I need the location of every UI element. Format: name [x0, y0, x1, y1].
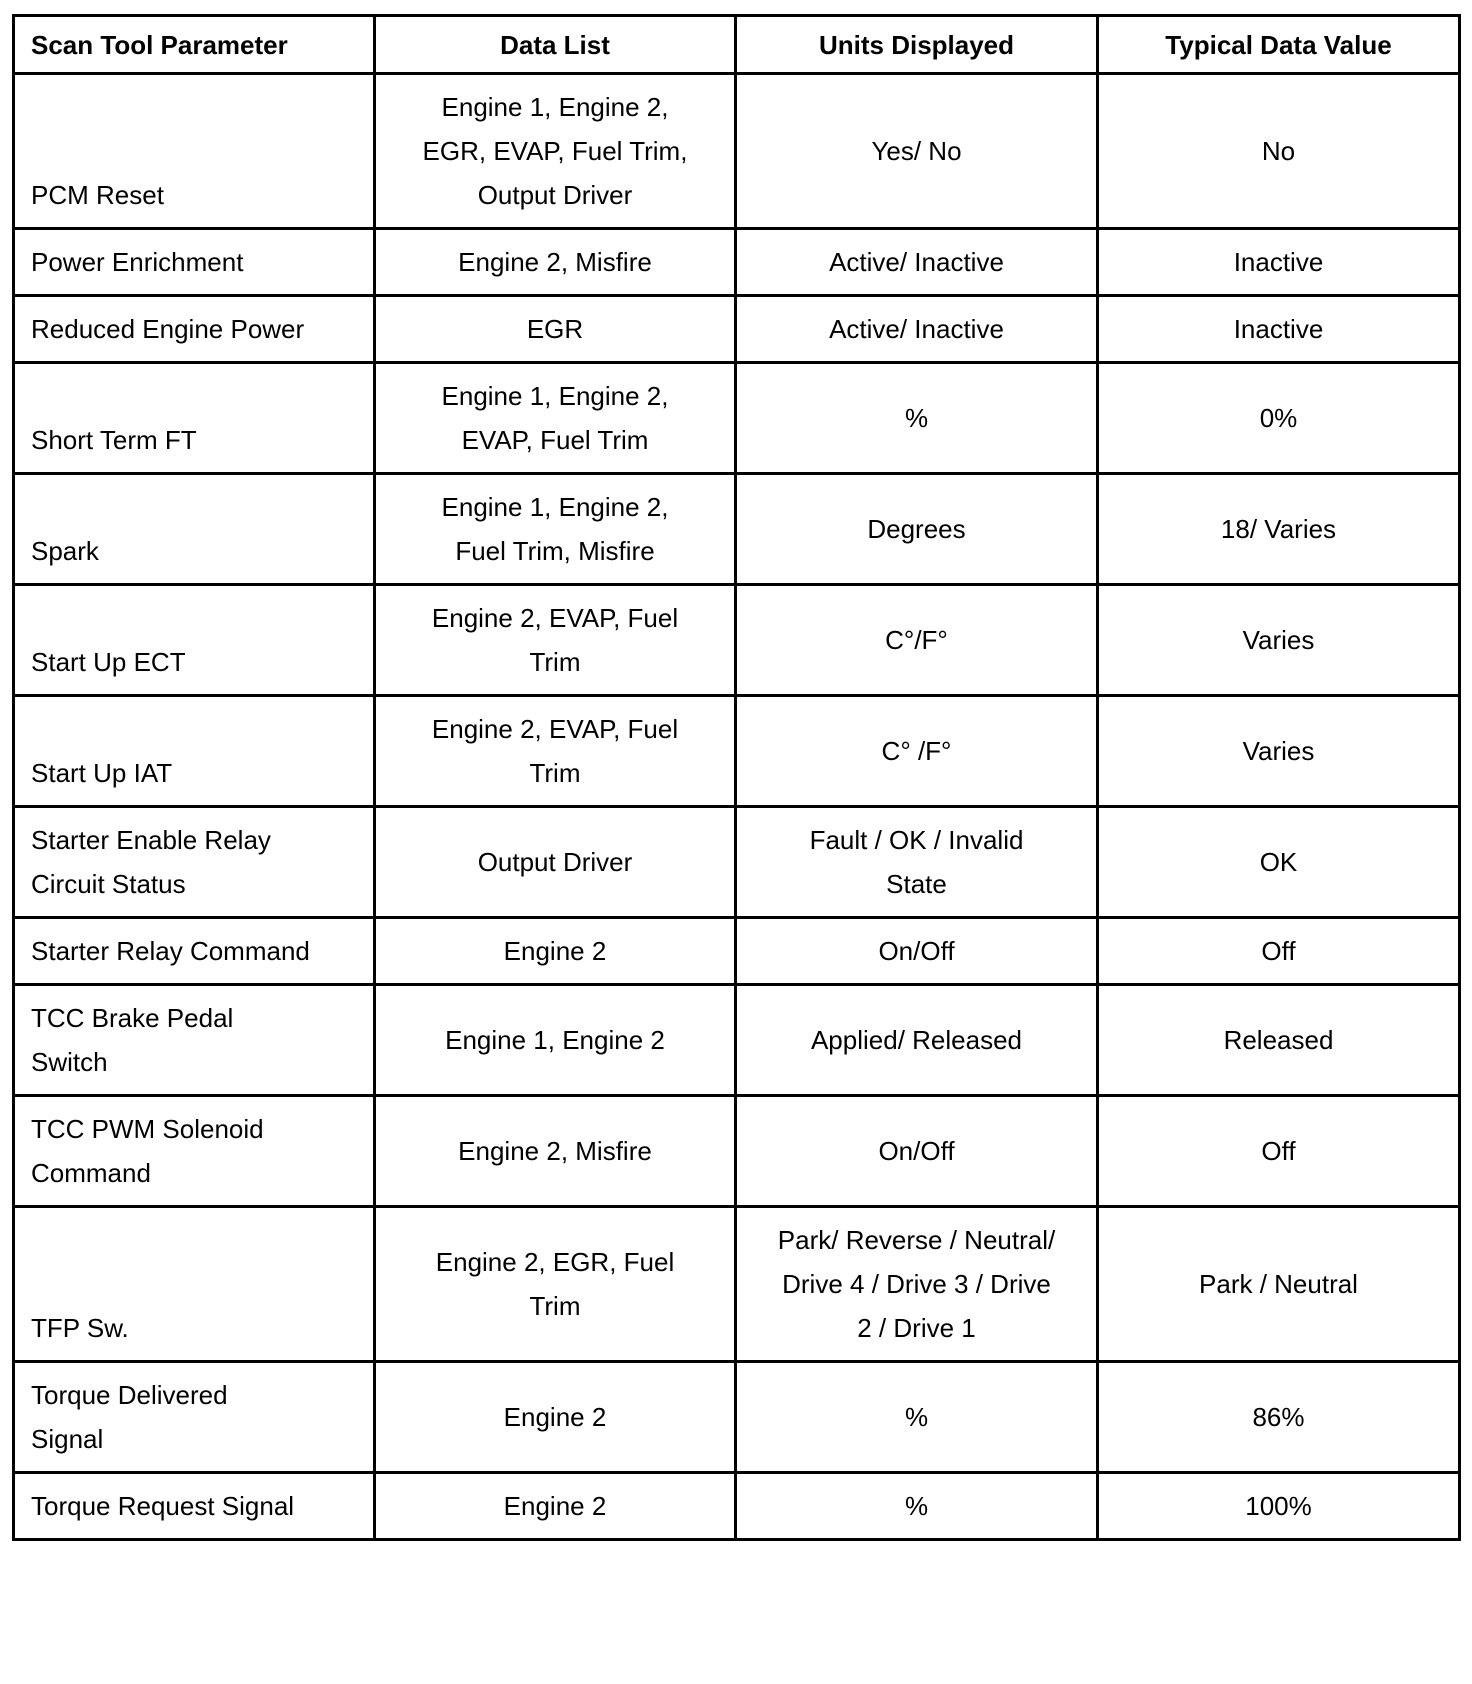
cell-typical — [1098, 585, 1460, 696]
cell-typical — [1098, 1207, 1460, 1362]
typical-text: Released — [1223, 1025, 1334, 1055]
cell-typical — [1098, 229, 1460, 296]
typical-text: Inactive — [1233, 247, 1324, 277]
table-row — [14, 696, 1460, 807]
typical-text: Varies — [1242, 736, 1315, 766]
parameter-text: TCC Brake Pedal Switch — [31, 1003, 234, 1077]
cell-units — [736, 474, 1098, 585]
data-list-text: Engine 2, Misfire — [458, 1136, 652, 1166]
typical-text: Park / Neutral — [1199, 1269, 1358, 1299]
data-list-text: Engine 2, Misfire — [458, 247, 652, 277]
parameter-text: Starter Enable Relay Circuit Status — [31, 825, 271, 899]
typical-text: Inactive — [1233, 314, 1324, 344]
cell-parameter — [14, 807, 375, 918]
parameter-text: Start Up ECT — [31, 647, 186, 677]
parameter-text: Start Up IAT — [31, 758, 173, 788]
table-row — [14, 1207, 1460, 1362]
typical-text: Off — [1261, 1136, 1296, 1166]
typical-text: 86% — [1252, 1402, 1305, 1432]
cell-parameter — [14, 1473, 375, 1540]
table-row — [14, 1473, 1460, 1540]
typical-text: 0% — [1259, 403, 1298, 433]
units-text: Degrees — [867, 514, 966, 544]
parameter-text: Starter Relay Command — [31, 936, 310, 966]
table-row — [14, 585, 1460, 696]
data-list-text: Engine 1, Engine 2, EGR, EVAP, Fuel Trim, Output Driver — [422, 92, 688, 210]
units-text: On/Off — [878, 936, 955, 966]
table-row — [14, 74, 1460, 229]
cell-units — [736, 1362, 1098, 1473]
cell-data-list — [375, 1207, 736, 1362]
cell-typical — [1098, 918, 1460, 985]
cell-parameter — [14, 1362, 375, 1473]
cell-data-list — [375, 1362, 736, 1473]
data-list-text: Engine 1, Engine 2, EVAP, Fuel Trim — [441, 381, 669, 455]
cell-typical — [1098, 807, 1460, 918]
header-units-displayed: Units Displayed — [736, 16, 1098, 74]
typical-text: Varies — [1242, 625, 1315, 655]
typical-text: No — [1261, 136, 1296, 166]
table-row — [14, 363, 1460, 474]
table-row — [14, 1362, 1460, 1473]
data-list-text: Engine 2, EVAP, Fuel Trim — [431, 603, 679, 677]
table-row — [14, 1096, 1460, 1207]
cell-parameter — [14, 696, 375, 807]
parameter-text: PCM Reset — [31, 180, 164, 210]
cell-data-list — [375, 296, 736, 363]
units-text: Park/ Reverse / Neutral/ Drive 4 / Drive 3 / Drive 2 / Drive 1 — [777, 1225, 1056, 1343]
cell-data-list — [375, 229, 736, 296]
units-text: Active/ Inactive — [829, 247, 1004, 277]
data-list-text: Engine 2 — [503, 936, 607, 966]
table-row — [14, 985, 1460, 1096]
cell-data-list — [375, 1473, 736, 1540]
cell-typical — [1098, 74, 1460, 229]
parameter-text: Torque Request Signal — [31, 1491, 295, 1521]
cell-typical — [1098, 1473, 1460, 1540]
units-text: % — [904, 403, 929, 433]
cell-units — [736, 985, 1098, 1096]
typical-text: Off — [1261, 936, 1296, 966]
units-text: Active/ Inactive — [829, 314, 1004, 344]
units-text: % — [904, 1491, 929, 1521]
header-row — [14, 16, 1460, 74]
data-list-text: Output Driver — [477, 847, 633, 877]
cell-units — [736, 1207, 1098, 1362]
table-row — [14, 296, 1460, 363]
header-typical-data-value: Typical Data Value — [1098, 16, 1460, 74]
cell-units — [736, 229, 1098, 296]
units-text: On/Off — [878, 1136, 955, 1166]
parameter-text: TFP Sw. — [31, 1313, 129, 1343]
cell-data-list — [375, 918, 736, 985]
units-text: C° /F° — [881, 736, 952, 766]
data-list-text: Engine 1, Engine 2 — [445, 1025, 665, 1055]
typical-text: 18/ Varies — [1220, 514, 1337, 544]
table-row — [14, 229, 1460, 296]
cell-data-list — [375, 807, 736, 918]
cell-parameter — [14, 74, 375, 229]
cell-data-list — [375, 985, 736, 1096]
cell-data-list — [375, 1096, 736, 1207]
cell-data-list — [375, 585, 736, 696]
cell-typical — [1098, 985, 1460, 1096]
units-text: Fault / OK / Invalid State — [809, 825, 1024, 899]
units-text: Yes/ No — [871, 136, 962, 166]
header-scan-tool-parameter: Scan Tool Parameter — [14, 16, 375, 74]
table-header — [14, 16, 1460, 74]
cell-typical — [1098, 1096, 1460, 1207]
parameter-text: Spark — [31, 536, 99, 566]
cell-data-list — [375, 74, 736, 229]
table-row — [14, 474, 1460, 585]
cell-typical — [1098, 1362, 1460, 1473]
data-list-text: EGR — [526, 314, 584, 344]
cell-typical — [1098, 474, 1460, 585]
cell-units — [736, 807, 1098, 918]
table-body — [14, 74, 1460, 1540]
units-text: Applied/ Released — [810, 1025, 1023, 1055]
typical-text: 100% — [1245, 1491, 1312, 1521]
cell-parameter — [14, 585, 375, 696]
parameter-text: Power Enrichment — [31, 247, 244, 277]
data-list-text: Engine 2, EVAP, Fuel Trim — [431, 714, 679, 788]
table-row — [14, 807, 1460, 918]
cell-parameter — [14, 1096, 375, 1207]
cell-units — [736, 296, 1098, 363]
units-text: C°/F° — [885, 625, 948, 655]
cell-parameter — [14, 296, 375, 363]
cell-units — [736, 1473, 1098, 1540]
data-list-text: Engine 2 — [503, 1402, 607, 1432]
parameter-text: Torque Delivered Signal — [31, 1380, 228, 1454]
scan-tool-parameter-table — [12, 14, 1461, 1541]
cell-units — [736, 696, 1098, 807]
header-data-list: Data List — [375, 16, 736, 74]
cell-data-list — [375, 696, 736, 807]
cell-units — [736, 363, 1098, 474]
cell-parameter — [14, 363, 375, 474]
cell-parameter — [14, 229, 375, 296]
cell-parameter — [14, 918, 375, 985]
cell-data-list — [375, 474, 736, 585]
parameter-text: Short Term FT — [31, 425, 197, 455]
parameter-text: Reduced Engine Power — [31, 314, 305, 344]
cell-data-list — [375, 363, 736, 474]
cell-units — [736, 585, 1098, 696]
cell-parameter — [14, 1207, 375, 1362]
cell-parameter — [14, 985, 375, 1096]
units-text: % — [904, 1402, 929, 1432]
typical-text: OK — [1259, 847, 1298, 877]
cell-units — [736, 918, 1098, 985]
cell-typical — [1098, 296, 1460, 363]
parameter-text: TCC PWM Solenoid Command — [31, 1114, 264, 1188]
data-list-text: Engine 2, EGR, Fuel Trim — [435, 1247, 675, 1321]
document-page — [12, 14, 1458, 1541]
cell-units — [736, 1096, 1098, 1207]
cell-typical — [1098, 363, 1460, 474]
table-row — [14, 918, 1460, 985]
cell-typical — [1098, 696, 1460, 807]
data-list-text: Engine 2 — [503, 1491, 607, 1521]
cell-units — [736, 74, 1098, 229]
data-list-text: Engine 1, Engine 2, Fuel Trim, Misfire — [441, 492, 669, 566]
cell-parameter — [14, 474, 375, 585]
